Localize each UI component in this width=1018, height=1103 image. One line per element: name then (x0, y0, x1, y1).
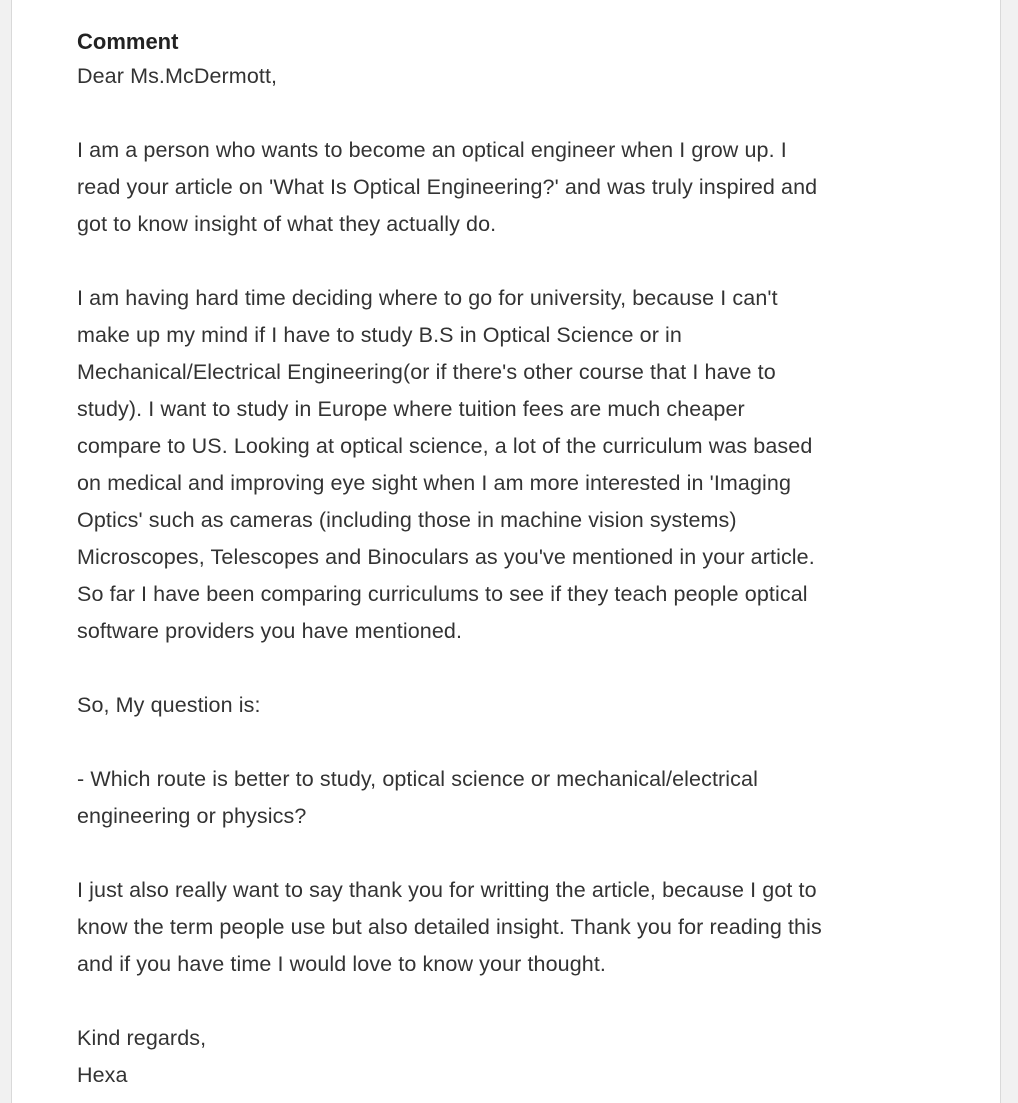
blank-line (77, 95, 977, 132)
comment-line: I just also really want to say thank you for writting the article, because I got to (77, 878, 817, 902)
comment-line: engineering or physics? (77, 804, 307, 828)
comment-line: got to know insight of what they actually do. (77, 212, 497, 236)
comment-line: Mechanical/Electrical Engineering(or if there's other course that I have to (77, 360, 776, 384)
comment-line: Dear Ms.McDermott, (77, 64, 278, 88)
comment-line: on medical and improving eye sight when I am more interested in 'Imaging (77, 471, 792, 495)
comment-line: Hexa (77, 1063, 128, 1087)
blank-line (77, 983, 977, 1020)
comment-content (77, 26, 977, 1094)
comment-line: - Which route is better to study, optical science or mechanical/electrical (77, 767, 758, 791)
comment-line: So, My question is: (77, 693, 261, 717)
comment-line: compare to US. Looking at optical science, a lot of the curriculum was based (77, 434, 813, 458)
blank-line (77, 650, 977, 687)
comment-line: software providers you have mentioned. (77, 619, 463, 643)
comment-line: and if you have time I would love to know your thought. (77, 952, 606, 976)
comment-line: make up my mind if I have to study B.S in Optical Science or in (77, 323, 682, 347)
comment-body (77, 58, 977, 1094)
comment-line: I am having hard time deciding where to go for university, because I can't (77, 286, 778, 310)
comment-line: Optics' such as cameras (including those in machine vision systems) (77, 508, 737, 532)
comment-line: So far I have been comparing curriculums to see if they teach people optical (77, 582, 808, 606)
comment-line: read your article on 'What Is Optical Engineering?' and was truly inspired and (77, 175, 818, 199)
comment-line: Kind regards, (77, 1026, 207, 1050)
comment-line: Microscopes, Telescopes and Binoculars as you've mentioned in your article. (77, 545, 815, 569)
comment-line: know the term people use but also detailed insight. Thank you for reading this (77, 915, 822, 939)
blank-line (77, 835, 977, 872)
blank-line (77, 724, 977, 761)
comment-panel (11, 0, 1001, 1103)
comment-line: I am a person who wants to become an optical engineer when I grow up. I (77, 138, 787, 162)
comment-line: study). I want to study in Europe where tuition fees are much cheaper (77, 397, 745, 421)
blank-line (77, 243, 977, 280)
comment-heading: Comment (77, 29, 179, 54)
